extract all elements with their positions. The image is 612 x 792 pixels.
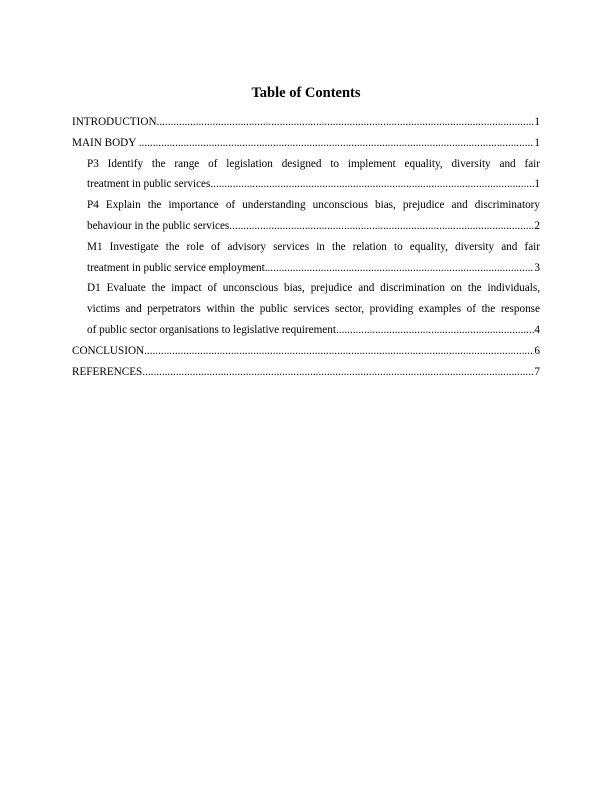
toc-entry-references[interactable] [72,362,540,383]
toc-leader-dots [157,112,535,133]
toc-entry-p4[interactable] [87,195,540,237]
toc-entry-text: MAIN BODY [72,136,139,149]
toc-page-number: 1 [534,178,540,191]
toc-page-number: 1 [534,116,540,128]
toc-entry-line: M1 Investigate the role of advisory services in the relation to equality, diversity and fair [87,240,540,253]
toc-entry-line: P3 Identify the range of legislation designed to implement equality, diversity and fair [87,157,540,170]
toc-leader-dots [142,362,534,383]
toc-entry-main-body[interactable] [72,133,540,154]
toc-entry-m1[interactable] [87,237,540,279]
table-of-contents [72,112,540,382]
toc-entry-line [87,174,540,195]
toc-entry-line: victims and perpetrators within the public services sector, providing examples of the response [87,303,540,316]
toc-entry-conclusion[interactable] [72,341,540,362]
toc-entry-text: INTRODUCTION [72,116,157,128]
toc-page-number: 6 [534,344,540,357]
toc-entry-p3[interactable] [87,154,540,196]
toc-leader-dots [139,133,535,154]
toc-entry-line [72,112,540,133]
toc-leader-dots [213,174,534,195]
toc-entry-line: D1 Evaluate the impact of unconscious bias, prejudice and discrimination on the individuals, [87,282,540,295]
toc-entry-line [87,216,540,237]
toc-entry-line [72,362,540,383]
toc-page-number: 4 [534,323,540,336]
toc-entry-line [72,341,540,362]
toc-page-number: 3 [534,261,540,274]
toc-entry-line [72,133,540,154]
toc-leader-dots [144,341,534,362]
toc-entry-text: treatment in public services. [87,178,214,191]
toc-page-number: 2 [534,219,540,232]
toc-title: Table of Contents [251,85,361,101]
toc-entry-line [87,320,540,341]
toc-entry-text: behaviour in the public services [87,219,230,232]
toc-entry-line [87,258,540,279]
toc-entry-introduction[interactable] [72,112,540,133]
toc-leader-dots [229,216,534,237]
toc-entry-text: of public sector organisations to legislative requirement. [87,323,339,336]
toc-entry-text: REFERENCES [72,365,143,378]
toc-entry-text: CONCLUSION [72,344,145,357]
toc-entry-line: P4 Explain the importance of understanding unconscious bias, prejudice and discriminatory [87,199,540,212]
toc-entry-text: treatment in public service employment. [87,261,268,274]
toc-leader-dots [268,258,535,279]
toc-page-number: 1 [534,136,540,149]
toc-entry-d1[interactable] [87,278,540,340]
toc-leader-dots [339,320,535,341]
toc-page-number: 7 [534,365,540,378]
